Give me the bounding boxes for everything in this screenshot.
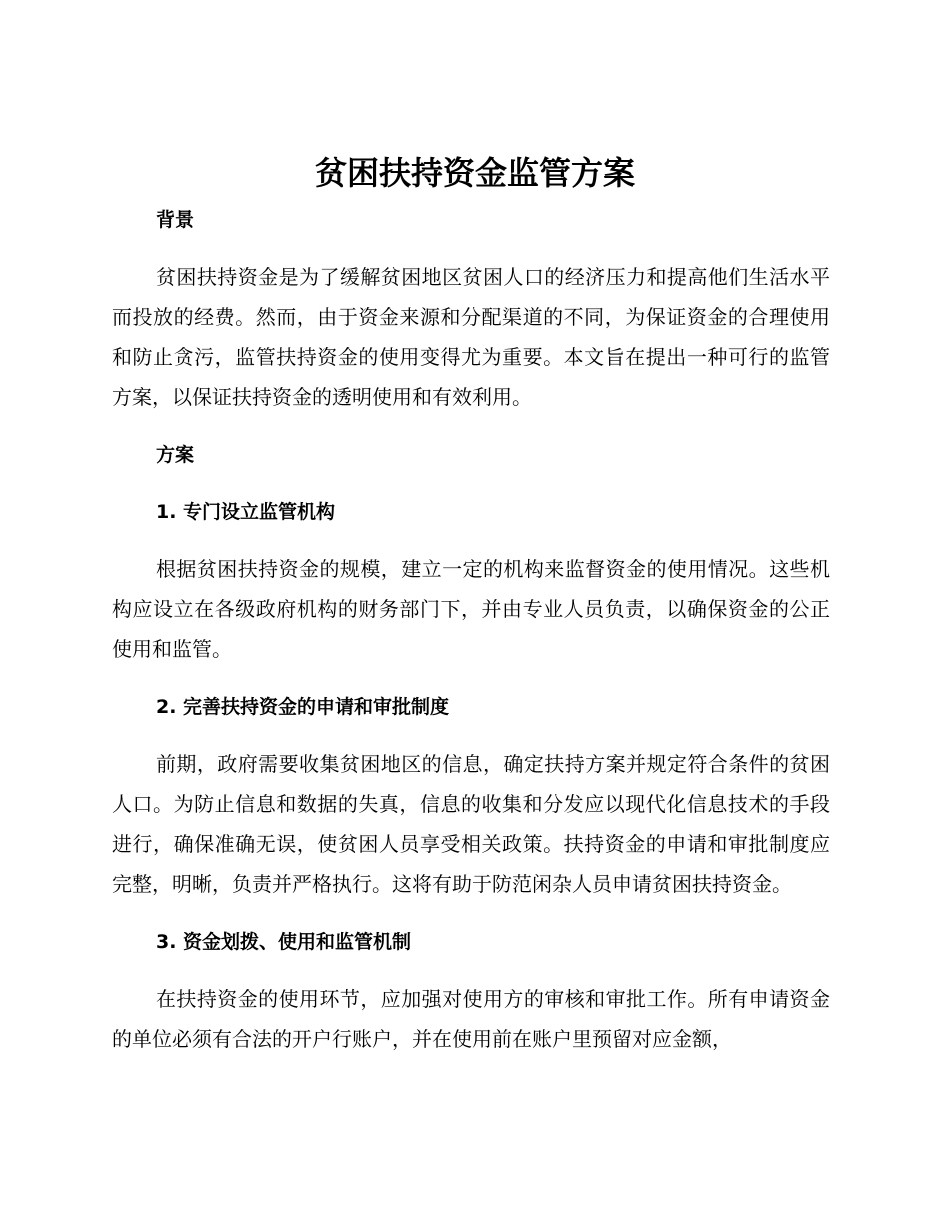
subheading-item-1: 1. 专门设立监管机构 [156,501,336,523]
subheading-item-2: 2. 完善扶持资金的申请和审批制度 [156,696,450,718]
section-heading-background: 背景 [156,209,195,231]
paragraph-item-3: 在扶持资金的使用环节，应加强对使用方的审核和审批工作。所有申请资金的单位必须有合法的开户行账户，并在使用前在账户里预留对应金额， [112,987,830,1051]
paragraph-background: 贫困扶持资金是为了缓解贫困地区贫困人口的经济压力和提高他们生活水平而投放的经费。然而，由于资金来源和分配渠道的不同，为保证资金的合理使用和防止贪污，监管扶持资金的使用变得尤为重要。本文旨在提出一种可行的监管方案，以保证扶持资金的透明使用和有效利用。 [112,265,830,409]
section-heading-plan: 方案 [156,444,195,466]
paragraph-item-1: 根据贫困扶持资金的规模，建立一定的机构来监督资金的使用情况。这些机构应设立在各级政府机构的财务部门下，并由专业人员负责，以确保资金的公正使用和监管。 [112,557,830,661]
paragraph-item-2: 前期，政府需要收集贫困地区的信息，确定扶持方案并规定符合条件的贫困人口。为防止信息和数据的失真，信息的收集和分发应以现代化信息技术的手段进行，确保准确无误，使贫困人员享受相关政策。扶持资金的申请和审批制度应完整，明晰，负责并严格执行。这将有助于防范闲杂人员申请贫困扶持资金。 [112,752,830,896]
document-body [112,200,830,1059]
document-title: 贫困扶持资金监管方案 [314,154,635,192]
subheading-item-3: 3. 资金划拨、使用和监管机制 [156,931,412,953]
